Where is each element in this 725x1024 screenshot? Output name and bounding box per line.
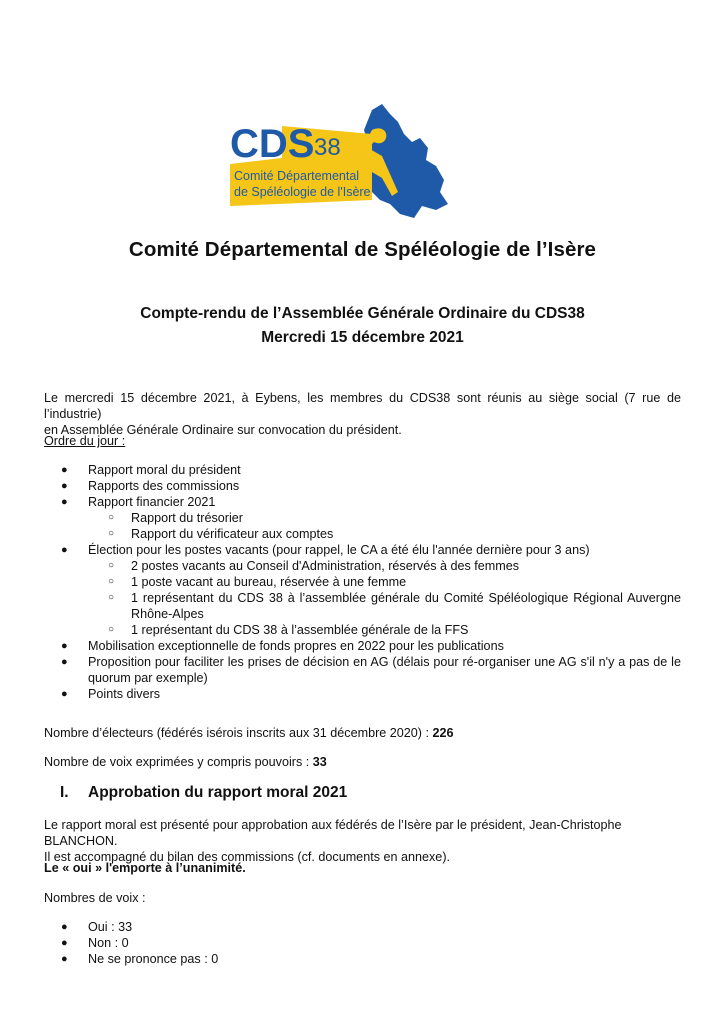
section-paragraph — [44, 817, 681, 865]
agenda-item: ● Proposition pour faciliter les prises de décision en AG (délais pour ré-organiser une AG s'il n'y a pas de le quorum par exemple) — [61, 655, 681, 685]
intro-line-1: Le mercredi 15 décembre 2021, à Eybens, les membres du CDS38 sont réunis au siège social (7 rue de l’industrie) — [44, 391, 681, 421]
intro-paragraph — [44, 390, 681, 438]
electors-label: Nombre d’électeurs (fédérés isérois inscrits aux 31 décembre 2020) : — [44, 726, 433, 740]
logo-line2: de Spéléologie de l'Isère — [234, 185, 371, 199]
bullet-icon: ● — [61, 544, 68, 556]
bullet-icon: ● — [61, 464, 68, 476]
circle-bullet-icon: ○ — [108, 576, 115, 587]
votes-count — [44, 754, 681, 770]
agenda-subitem: ○ Rapport du vérificateur aux comptes — [108, 527, 334, 541]
electors-count — [44, 725, 681, 741]
intro-line-2: en Assemblée Générale Ordinaire sur convocation du président. — [44, 423, 402, 437]
section-para-line-2: Il est accompagné du bilan des commissions (cf. documents en annexe). — [44, 850, 451, 864]
report-title: Compte-rendu de l’Assemblée Générale Ordinaire du CDS38 — [140, 305, 585, 322]
vote-result: Le « oui » l'emporte à l’unanimité. — [44, 861, 246, 875]
agenda-item: ● Rapports des commissions — [61, 479, 240, 493]
bullet-icon: ● — [61, 656, 68, 668]
agenda-list — [44, 462, 681, 702]
logo-line1: Comité Départemental — [234, 169, 360, 183]
vote-item: ● Oui : 33 — [61, 920, 133, 934]
votes-heading: Nombres de voix : — [44, 891, 146, 905]
agenda-subitem: ○ 1 représentant du CDS 38 à l’assemblée générale du Comité Spéléologique Régional Auvergne Rhône-Alpes — [108, 591, 681, 621]
cds38-logo — [222, 100, 452, 222]
section-heading — [60, 784, 347, 802]
agenda-item: ● Élection pour les postes vacants (pour rappel, le CA a été élu l'année dernière pour 3 ans) — [61, 543, 590, 557]
bullet-icon: ● — [61, 480, 68, 492]
bullet-icon: ● — [61, 688, 68, 700]
circle-bullet-icon: ○ — [108, 624, 115, 635]
agenda-item: ● Mobilisation exceptionnelle de fonds propres en 2022 pour les publications — [61, 639, 504, 653]
electors-value: 226 — [432, 726, 454, 740]
bullet-icon: ● — [61, 937, 68, 949]
report-date: Mercredi 15 décembre 2021 — [261, 329, 464, 346]
agenda-heading: Ordre du jour : — [44, 434, 126, 448]
agenda-item: ● Rapport financier 2021 — [61, 495, 216, 509]
circle-bullet-icon: ○ — [108, 560, 115, 571]
bullet-icon: ● — [61, 921, 68, 933]
agenda-subitem: ○ 1 représentant du CDS 38 à l’assemblée générale de la FFS — [108, 623, 469, 637]
circle-bullet-icon: ○ — [108, 592, 115, 603]
votes-label: Nombre de voix exprimées y compris pouvoirs : — [44, 755, 313, 769]
bullet-icon: ● — [61, 640, 68, 652]
vote-item: ● Ne se prononce pas : 0 — [61, 952, 219, 966]
votes-list — [44, 919, 681, 967]
agenda-item: ● Points divers — [61, 687, 161, 701]
agenda-subitem: ○ 2 postes vacants au Conseil d'Administration, réservés à des femmes — [108, 559, 520, 573]
agenda-item: ● Rapport moral du président — [61, 463, 241, 477]
agenda-subitem: ○ 1 poste vacant au bureau, réservée à une femme — [108, 575, 407, 589]
circle-bullet-icon: ○ — [108, 528, 115, 539]
section-number: I. — [60, 784, 69, 801]
circle-bullet-icon: ○ — [108, 512, 115, 523]
logo-brand: CDS — [230, 122, 315, 166]
bullet-icon: ● — [61, 953, 68, 965]
bullet-icon: ● — [61, 496, 68, 508]
organization-title: Comité Départemental de Spéléologie de l’Isère — [128, 238, 597, 261]
votes-value: 33 — [312, 755, 327, 769]
vote-item: ● Non : 0 — [61, 936, 129, 950]
section-para-line-1: Le rapport moral est présenté pour approbation aux fédérés de l’Isère par le président, Jean-Christophe BLANCHON. — [44, 818, 622, 848]
agenda-subitem: ○ Rapport du trésorier — [108, 511, 243, 525]
section-title: Approbation du rapport moral 2021 — [88, 784, 348, 801]
logo-number: 38 — [314, 134, 341, 161]
